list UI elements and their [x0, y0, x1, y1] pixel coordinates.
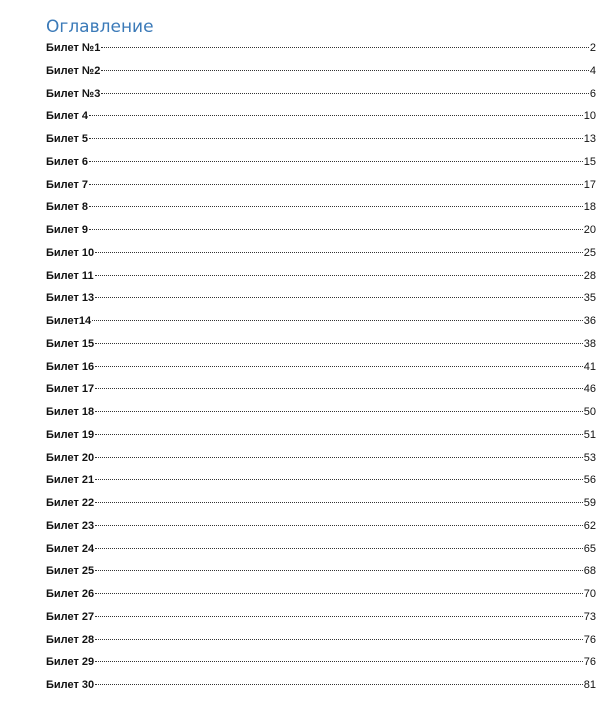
dot-leader — [95, 525, 583, 526]
toc-entry[interactable] — [46, 60, 596, 83]
dot-leader — [89, 184, 583, 185]
toc-entry[interactable] — [46, 310, 596, 333]
toc-entry-label: Билет 25 — [46, 565, 95, 578]
toc-entry-label: Билет 17 — [46, 383, 95, 396]
toc-entry-label: Билет №1 — [46, 42, 101, 54]
dot-leader — [95, 411, 583, 412]
dot-leader — [95, 548, 583, 549]
dot-leader — [95, 457, 583, 458]
dot-leader — [95, 616, 583, 617]
toc-entry[interactable] — [46, 560, 596, 583]
dot-leader — [95, 593, 583, 594]
dot-leader — [95, 388, 583, 389]
dot-leader — [101, 70, 589, 71]
toc-entry[interactable] — [46, 378, 596, 401]
dot-leader — [95, 297, 583, 298]
toc-entry[interactable] — [46, 469, 596, 492]
toc-entry-page-number: 28 — [583, 269, 596, 282]
toc-entry-page-number: 15 — [583, 155, 596, 168]
toc-entry-page-number: 17 — [583, 178, 596, 191]
toc-entry-page-number: 2 — [589, 42, 596, 54]
toc-entry-page-number: 76 — [583, 633, 596, 646]
toc-entry-label: Билет 22 — [46, 497, 95, 509]
toc-entry-label: Билет 19 — [46, 428, 95, 441]
toc-entry[interactable] — [46, 105, 596, 128]
dot-leader — [101, 93, 589, 94]
toc-entry-label: Билет 21 — [46, 474, 95, 487]
toc-entry-page-number: 81 — [583, 679, 596, 691]
dot-leader — [95, 684, 583, 685]
toc-entry-label: Билет 27 — [46, 610, 95, 623]
toc-entry[interactable] — [46, 37, 596, 60]
toc-entry-page-number: 4 — [589, 64, 596, 77]
toc-entry-page-number: 73 — [583, 610, 596, 623]
toc-entry-label: Билет 29 — [46, 656, 95, 669]
toc-entry-label: Билет 7 — [46, 178, 89, 191]
toc-entry-label: Билет 28 — [46, 633, 95, 646]
dot-leader — [89, 138, 583, 139]
toc-entry-label: Билет 16 — [46, 360, 95, 373]
dot-leader — [89, 206, 583, 207]
toc-entry[interactable] — [46, 219, 596, 242]
toc-entry[interactable] — [46, 651, 596, 674]
toc-entry-label: Билет №3 — [46, 87, 101, 100]
toc-entry-page-number: 20 — [583, 224, 596, 236]
toc-entry-page-number: 65 — [583, 542, 596, 555]
toc-entry[interactable] — [46, 674, 596, 697]
dot-leader — [101, 47, 589, 48]
dot-leader — [89, 229, 583, 230]
toc-entry-label: Билет 30 — [46, 679, 95, 691]
toc-entry[interactable] — [46, 265, 596, 288]
toc-entry-page-number: 53 — [583, 451, 596, 464]
toc-entry[interactable] — [46, 447, 596, 470]
dot-leader — [95, 479, 583, 480]
toc-entry-label: Билет 8 — [46, 201, 89, 214]
toc-entry[interactable] — [46, 492, 596, 515]
toc-entry-label: Билет 4 — [46, 110, 89, 123]
toc-entry[interactable] — [46, 287, 596, 310]
dot-leader — [92, 320, 583, 321]
toc-entry-page-number: 68 — [583, 565, 596, 578]
toc-entry-page-number: 59 — [583, 497, 596, 509]
toc-title: Оглавление — [46, 17, 154, 37]
dot-leader — [95, 661, 583, 662]
toc-entry-page-number: 62 — [583, 519, 596, 532]
toc-entry-page-number: 10 — [583, 110, 596, 123]
toc-entry-label: Билет 26 — [46, 588, 95, 600]
toc-entry[interactable] — [46, 356, 596, 379]
toc-entry-label: Билет 20 — [46, 451, 95, 464]
toc-entry-page-number: 36 — [583, 315, 596, 327]
dot-leader — [89, 115, 583, 116]
toc-entry-label: Билет 6 — [46, 155, 89, 168]
toc-entry-label: Билет 11 — [46, 269, 94, 282]
dot-leader — [95, 275, 583, 276]
toc-entry[interactable] — [46, 606, 596, 629]
toc-entry-page-number: 6 — [589, 87, 596, 100]
toc-entry[interactable] — [46, 242, 596, 265]
toc-entry-page-number: 13 — [583, 133, 596, 145]
toc-entry[interactable] — [46, 83, 596, 106]
toc-entry-page-number: 35 — [583, 292, 596, 305]
toc-entry-label: Билет 23 — [46, 519, 95, 532]
toc-entry-label: Билет 5 — [46, 133, 89, 145]
toc-entry-page-number: 51 — [583, 428, 596, 441]
toc-entry[interactable] — [46, 515, 596, 538]
toc-entry-page-number: 46 — [583, 383, 596, 396]
toc-entry-label: Билет 13 — [46, 292, 95, 305]
dot-leader — [95, 502, 583, 503]
toc-entry-label: Билет 24 — [46, 542, 95, 555]
toc-entry-label: Билет 10 — [46, 246, 95, 259]
dot-leader — [95, 639, 583, 640]
dot-leader — [95, 252, 583, 253]
toc-entry[interactable] — [46, 424, 596, 447]
dot-leader — [95, 434, 583, 435]
toc-entry[interactable] — [46, 128, 596, 151]
toc-entry-page-number: 41 — [583, 360, 596, 373]
dot-leader — [95, 570, 583, 571]
dot-leader — [95, 343, 583, 344]
toc-entry-label: Билет 9 — [46, 224, 89, 236]
toc-entry-page-number: 70 — [583, 588, 596, 600]
toc-entry[interactable] — [46, 538, 596, 561]
toc-entry[interactable] — [46, 151, 596, 174]
toc-entry-page-number: 25 — [583, 246, 596, 259]
toc-entry[interactable] — [46, 583, 596, 606]
toc-entry-page-number: 76 — [583, 656, 596, 669]
toc-list — [46, 37, 596, 697]
toc-entry-label: Билет №2 — [46, 64, 101, 77]
dot-leader — [89, 161, 583, 162]
toc-entry-page-number: 18 — [583, 201, 596, 214]
toc-entry-label: Билет 18 — [46, 406, 95, 418]
toc-entry-page-number: 50 — [583, 406, 596, 418]
dot-leader — [95, 366, 583, 367]
toc-entry-label: Билет14 — [46, 315, 92, 327]
toc-entry[interactable] — [46, 401, 596, 424]
toc-entry[interactable] — [46, 333, 596, 356]
toc-entry[interactable] — [46, 174, 596, 197]
toc-entry[interactable] — [46, 196, 596, 219]
toc-entry-page-number: 56 — [583, 474, 596, 487]
toc-entry[interactable] — [46, 629, 596, 652]
toc-entry-page-number: 38 — [583, 337, 596, 350]
toc-entry-label: Билет 15 — [46, 337, 95, 350]
